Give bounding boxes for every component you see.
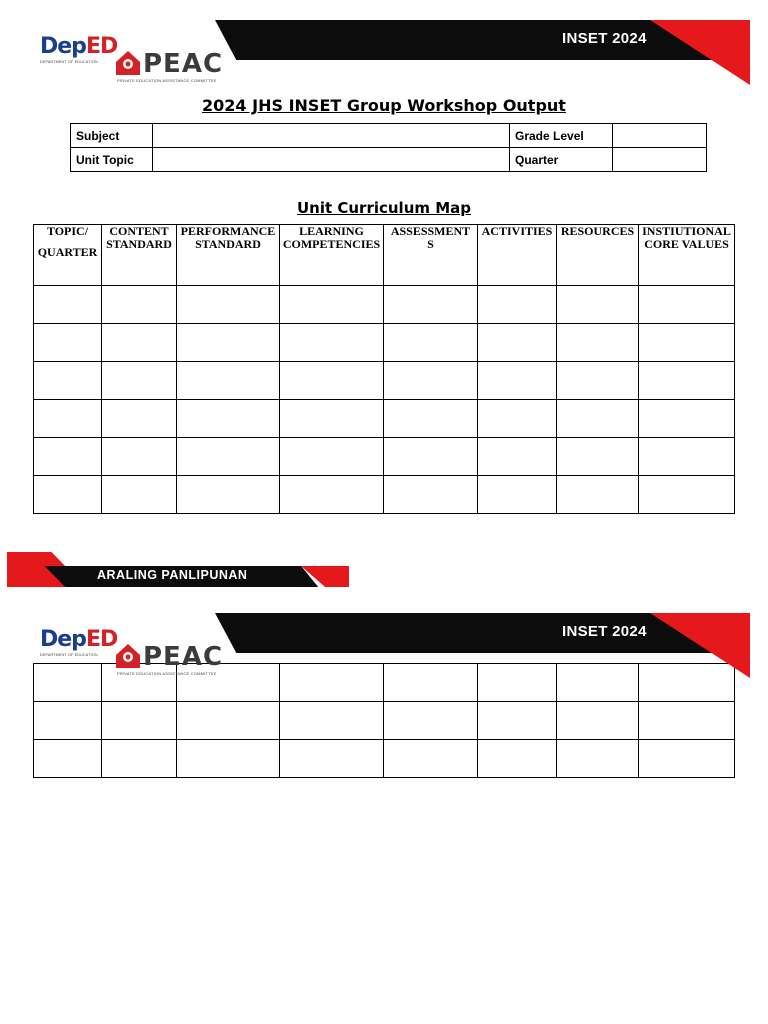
curriculum-map-cell[interactable]	[384, 286, 478, 324]
curriculum-map-cell[interactable]	[102, 286, 177, 324]
curriculum-map-header-row	[34, 225, 735, 286]
curriculum-map-row	[34, 362, 735, 400]
curriculum-map-cell[interactable]	[557, 476, 639, 514]
curriculum-map-cell[interactable]	[177, 702, 280, 740]
curriculum-map-cell[interactable]	[557, 740, 639, 778]
peac-logo-subtitle: PRIVATE EDUCATION ASSISTANCE COMMITTEE	[117, 78, 217, 83]
curriculum-map-cell[interactable]	[177, 740, 280, 778]
column-header-topic-quarter: TOPIC/ QUARTER	[34, 225, 102, 286]
curriculum-map-cell[interactable]	[478, 400, 557, 438]
curriculum-map-cell[interactable]	[639, 438, 735, 476]
curriculum-map-cell[interactable]	[478, 438, 557, 476]
curriculum-map-cell[interactable]	[102, 438, 177, 476]
peac-logo: PEAC	[143, 642, 224, 672]
curriculum-map-row	[34, 324, 735, 362]
curriculum-map-row	[34, 400, 735, 438]
column-header-content-standard: CONTENT STANDARD	[102, 225, 177, 286]
curriculum-map-cell[interactable]	[177, 324, 280, 362]
header-banner	[0, 20, 768, 90]
curriculum-map-cell[interactable]	[280, 324, 384, 362]
grade-level-label: Grade Level	[510, 124, 613, 148]
subject-footer-banner	[7, 552, 349, 587]
curriculum-map-cell[interactable]	[34, 400, 102, 438]
curriculum-map-cell[interactable]	[639, 740, 735, 778]
column-header-resources: RESOURCES	[557, 225, 639, 286]
curriculum-map-cell[interactable]	[478, 476, 557, 514]
curriculum-map-row	[34, 286, 735, 324]
column-header-activities: ACTIVITIES	[478, 225, 557, 286]
curriculum-map-cell[interactable]	[478, 702, 557, 740]
curriculum-map-cell[interactable]	[102, 400, 177, 438]
deped-logo-subtitle: DEPARTMENT OF EDUCATION	[40, 653, 98, 657]
curriculum-map-cell[interactable]	[34, 702, 102, 740]
curriculum-map-cell[interactable]	[384, 476, 478, 514]
curriculum-map-cell[interactable]	[177, 362, 280, 400]
deped-logo: DepED	[40, 627, 118, 652]
quarter-label: Quarter	[510, 148, 613, 172]
curriculum-map-cell[interactable]	[478, 362, 557, 400]
curriculum-map-cell[interactable]	[102, 702, 177, 740]
curriculum-map-cell[interactable]	[280, 438, 384, 476]
curriculum-map-cell[interactable]	[34, 438, 102, 476]
curriculum-map-cell[interactable]	[34, 362, 102, 400]
curriculum-map-row	[34, 702, 735, 740]
curriculum-map-cell[interactable]	[102, 324, 177, 362]
curriculum-map-cell[interactable]	[177, 476, 280, 514]
peac-shield-icon	[115, 643, 141, 669]
curriculum-map-cell[interactable]	[34, 740, 102, 778]
column-header-learning-competencies: LEARNING COMPETENCIES	[280, 225, 384, 286]
curriculum-map-cell[interactable]	[34, 286, 102, 324]
curriculum-map-cell[interactable]	[102, 476, 177, 514]
curriculum-map-cell[interactable]	[384, 400, 478, 438]
curriculum-map-cell[interactable]	[280, 286, 384, 324]
curriculum-map-row	[34, 438, 735, 476]
curriculum-map-cell[interactable]	[384, 740, 478, 778]
curriculum-map-title: Unit Curriculum Map	[296, 199, 472, 217]
unit-topic-label: Unit Topic	[71, 148, 153, 172]
curriculum-map-cell[interactable]	[557, 702, 639, 740]
header-banner-page-2	[0, 613, 768, 683]
curriculum-map-cell[interactable]	[280, 476, 384, 514]
curriculum-map-row	[34, 740, 735, 778]
peac-logo-subtitle: PRIVATE EDUCATION ASSISTANCE COMMITTEE	[117, 671, 217, 676]
event-label: INSET 2024	[562, 623, 647, 640]
curriculum-map-cell[interactable]	[384, 438, 478, 476]
unit-topic-field[interactable]	[153, 148, 510, 172]
info-row	[71, 124, 707, 148]
curriculum-map-cell[interactable]	[557, 400, 639, 438]
curriculum-map-cell[interactable]	[384, 362, 478, 400]
subject-footer-label: ARALING PANLIPUNAN	[97, 568, 248, 582]
curriculum-map-cell[interactable]	[280, 362, 384, 400]
curriculum-map-cell[interactable]	[384, 702, 478, 740]
deped-logo-subtitle: DEPARTMENT OF EDUCATION	[40, 60, 98, 64]
curriculum-map-cell[interactable]	[280, 400, 384, 438]
curriculum-map-cell[interactable]	[478, 286, 557, 324]
curriculum-map-cell[interactable]	[34, 324, 102, 362]
curriculum-map-cell[interactable]	[478, 324, 557, 362]
event-label: INSET 2024	[562, 30, 647, 47]
grade-level-field[interactable]	[613, 124, 707, 148]
curriculum-map-cell[interactable]	[557, 362, 639, 400]
column-header-assessments: ASSESSMENT S	[384, 225, 478, 286]
curriculum-map-cell[interactable]	[478, 740, 557, 778]
curriculum-map-cell[interactable]	[102, 740, 177, 778]
curriculum-map-cell[interactable]	[557, 324, 639, 362]
curriculum-map-row	[34, 476, 735, 514]
curriculum-map-cell[interactable]	[557, 286, 639, 324]
curriculum-map-cell[interactable]	[177, 400, 280, 438]
curriculum-map-cell[interactable]	[102, 362, 177, 400]
column-header-performance-standard: PERFORMANCE STANDARD	[177, 225, 280, 286]
deped-logo: DepED	[40, 34, 118, 59]
peac-logo: PEAC	[143, 49, 224, 79]
info-row	[71, 148, 707, 172]
document-title: 2024 JHS INSET Group Workshop Output	[202, 96, 566, 115]
subject-label: Subject	[71, 124, 153, 148]
curriculum-map-cell[interactable]	[34, 476, 102, 514]
subject-field[interactable]	[153, 124, 510, 148]
column-header-core-values: INSTIUTIONAL CORE VALUES	[639, 225, 735, 286]
curriculum-map-cell[interactable]	[280, 702, 384, 740]
curriculum-map-cell[interactable]	[177, 438, 280, 476]
curriculum-map-cell[interactable]	[280, 740, 384, 778]
curriculum-map-cell[interactable]	[639, 324, 735, 362]
curriculum-map-cell[interactable]	[177, 286, 280, 324]
curriculum-map-cell[interactable]	[639, 286, 735, 324]
peac-shield-icon	[115, 50, 141, 76]
curriculum-map-cell[interactable]	[639, 476, 735, 514]
curriculum-map-cell[interactable]	[384, 324, 478, 362]
info-table	[70, 123, 707, 172]
curriculum-map-cell[interactable]	[557, 438, 639, 476]
quarter-field[interactable]	[613, 148, 707, 172]
curriculum-map-cell[interactable]	[639, 400, 735, 438]
curriculum-map-cell[interactable]	[639, 362, 735, 400]
curriculum-map-table	[33, 224, 735, 514]
curriculum-map-cell[interactable]	[639, 702, 735, 740]
